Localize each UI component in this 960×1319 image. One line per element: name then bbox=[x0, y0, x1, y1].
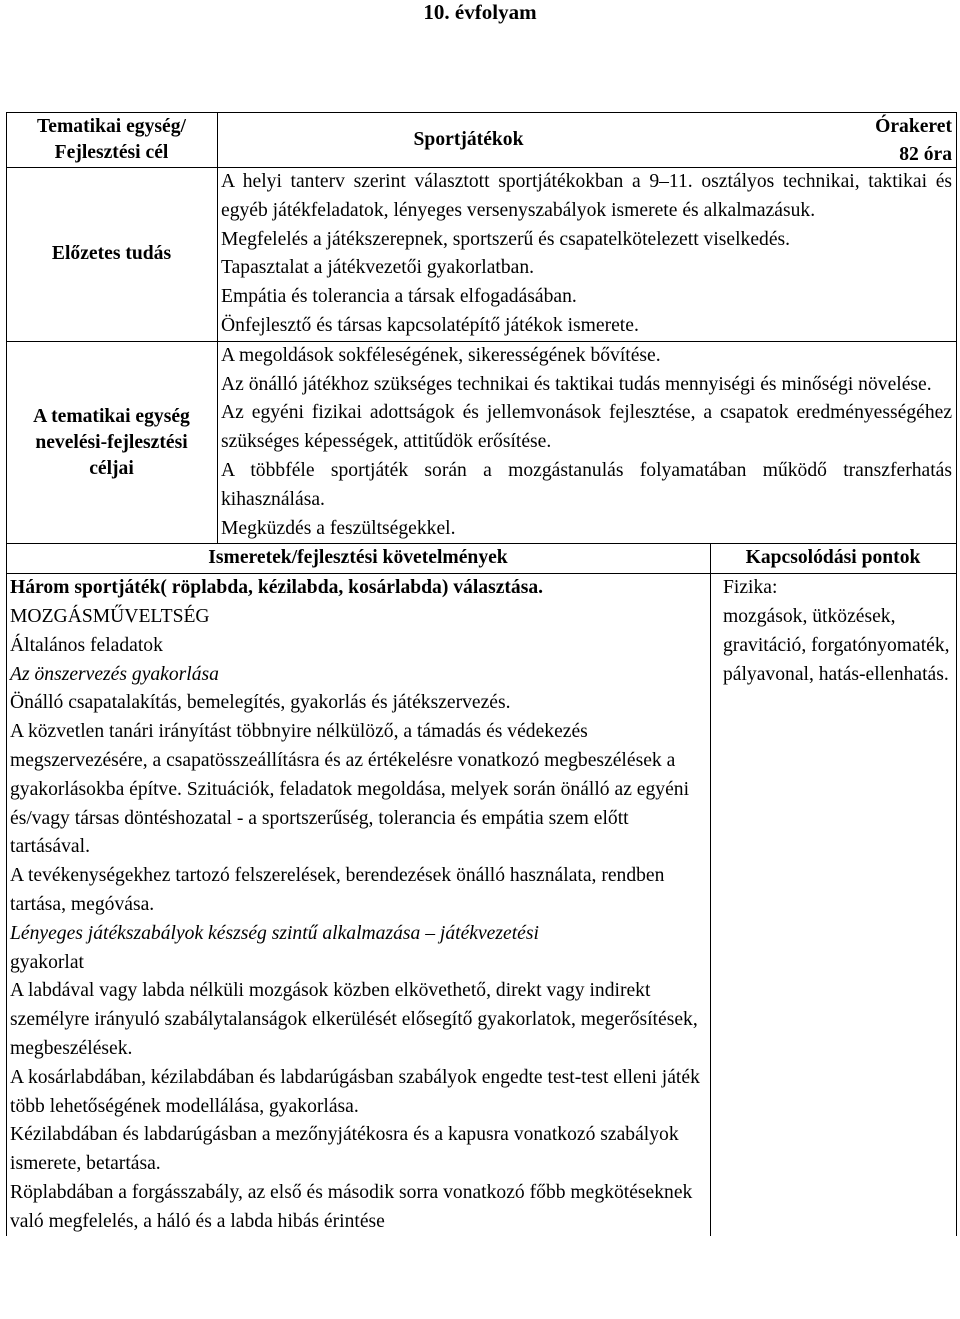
rules-heading-tail: gyakorlat bbox=[10, 951, 84, 973]
content-p7: Röplabdában a forgásszabály, az első és második sorra vonatkozó főbb megkötéseknek való megfelelés, a háló és a labda hibás érintése bbox=[10, 1181, 693, 1232]
prior-line-5: Önfejlesztő és társas kapcsolatépítő játékok ismerete. bbox=[221, 314, 639, 336]
page-header-grade: 10. évfolyam bbox=[423, 0, 537, 24]
goals-label-cell bbox=[7, 341, 218, 544]
prior-line-4: Empátia és tolerancia a társak elfogadásában. bbox=[221, 286, 577, 308]
connections-text: mozgások, ütközések, gravitáció, forgatónyomaték, pályavonal, hatás-ellenhatás. bbox=[723, 605, 950, 685]
goal-line-4: A többféle sportjáték során a mozgástanulás folyamatában működő transzferhatás kihasználása. bbox=[221, 459, 953, 510]
goals-label-line-2: nevelési-fejlesztési bbox=[35, 431, 188, 453]
goal-line-1: A megoldások sokféleségének, sikerességének bővítése. bbox=[221, 344, 661, 366]
unit-title-cell bbox=[218, 113, 957, 168]
goals-label-line-3: céljai bbox=[89, 457, 134, 479]
curriculum-table bbox=[6, 112, 957, 1236]
rules-heading bbox=[10, 920, 706, 978]
hours-label: Órakeret bbox=[875, 116, 953, 137]
caps-heading: MOZGÁSMŰVELTSÉG bbox=[10, 605, 210, 627]
content-row bbox=[7, 574, 957, 1237]
section-head-row bbox=[7, 544, 957, 574]
content-p3: A tevékenységekhez tartozó felszerelések, berendezések önálló használata, rendben tartása, megóvása. bbox=[10, 865, 665, 915]
prior-line-2: Megfelelés a játékszerepnek, sportszerű és csapatelkötelezett viselkedés. bbox=[221, 228, 791, 250]
unit-label-cell bbox=[7, 113, 218, 168]
intro-line: Három sportjáték( röplabda, kézilabda, kosárlabda) választása. bbox=[10, 577, 544, 599]
connections-content bbox=[711, 574, 957, 1237]
requirements-heading: Ismeretek/fejlesztési követelmények bbox=[7, 544, 711, 574]
connections-subject: Fizika: bbox=[723, 577, 778, 599]
unit-header-row bbox=[7, 113, 957, 168]
unit-title: Sportjátékok bbox=[413, 128, 524, 150]
goals-text bbox=[218, 341, 957, 544]
unit-label-line-2: Fejlesztési cél bbox=[54, 142, 169, 163]
connections-heading: Kapcsolódási pontok bbox=[711, 544, 957, 574]
self-org-heading: Az önszervezés gyakorlása bbox=[10, 663, 219, 685]
content-p5: A kosárlabdában, kézilabdában és labdarúgásban szabályok engedte test-test elleni játék több lehetőségének modellálása, gyakorlása. bbox=[10, 1066, 700, 1117]
hours-box bbox=[875, 113, 952, 169]
goals-label-line-1: A tematikai egység bbox=[33, 405, 190, 427]
goal-line-2: Az önálló játékhoz szükséges technikai és taktikai tudás mennyiségi és minőségi növelése. bbox=[221, 373, 932, 395]
hours-value: 82 óra bbox=[899, 144, 953, 165]
content-p1: Önálló csapatalakítás, bemelegítés, gyakorlás és játékszervezés. bbox=[10, 692, 511, 714]
goals-row bbox=[7, 341, 957, 544]
unit-label-line-1: Tematikai egység/ bbox=[37, 116, 186, 137]
requirements-content bbox=[7, 574, 711, 1237]
prior-knowledge-row bbox=[7, 168, 957, 342]
prior-line-1: A helyi tanterv szerint választott sportjátékokban a 9–11. osztályos technikai, taktikai és egyéb játékfeladatok, lényeges versenyszabályok ismerete és alkalmazásuk. bbox=[221, 171, 953, 221]
prior-knowledge-text bbox=[218, 168, 957, 342]
content-p6: Kézilabdában és labdarúgásban a mezőnyjátékosra és a kapusra vonatkozó szabályok ismerete, betartása. bbox=[10, 1124, 679, 1175]
goal-line-3: Az egyéni fizikai adottságok és jellemvonások fejlesztése, a csapatok eredményességéhez szükséges képességek, attitűdök erősítése. bbox=[221, 402, 953, 453]
rules-heading-italic: Lényeges játékszabályok készség szintű alkalmazása – játékvezetési bbox=[10, 922, 539, 944]
goal-line-5: Megküzdés a feszültségekkel. bbox=[221, 517, 456, 539]
prior-line-3: Tapasztalat a játékvezetői gyakorlatban. bbox=[221, 257, 535, 279]
content-p2: A közvetlen tanári irányítást többnyire nélkülöző, a támadás és védekezés megszervezésére, a csapatösszeállításra és az értékelésre vonatkozó megbeszélések a gyakorlásokba építve. Szituációk, feladatok megoldása, melyek során önálló az egyéni és/vagy társas döntéshozatal - a sportszerűség, tolerancia és empátia szem előtt tartásával. bbox=[10, 721, 690, 858]
general-tasks-heading: Általános feladatok bbox=[10, 634, 163, 656]
prior-knowledge-label: Előzetes tudás bbox=[7, 168, 218, 342]
content-p4: A labdával vagy labda nélküli mozgások közben elkövethető, direkt vagy indirekt személyre irányuló szabálytalanságok elkerülését elősegítő gyakorlatok, megerősítések, megbeszélések. bbox=[10, 980, 698, 1059]
